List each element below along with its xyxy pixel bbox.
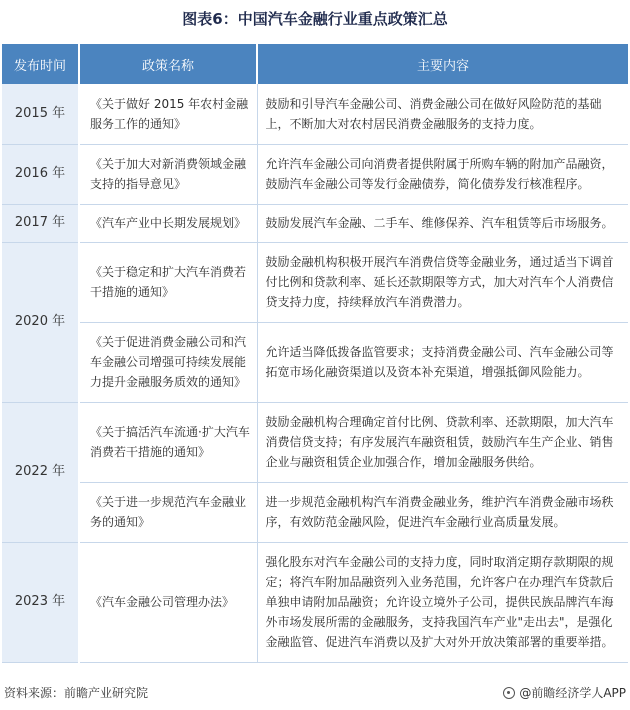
table-header-row bbox=[2, 44, 628, 84]
table-row bbox=[2, 242, 628, 322]
policy-name-cell: 《汽车金融公司管理办法》 bbox=[79, 542, 257, 662]
table-row bbox=[2, 482, 628, 542]
policy-content-cell: 鼓励金融机构合理确定首付比例、贷款利率、还款期限，加大汽车消费信贷支持；有序发展汽车融资租赁，鼓励汽车生产企业、销售企业与融资租赁企业加强合作，增加金融服务供给。 bbox=[257, 402, 628, 482]
table-row bbox=[2, 84, 628, 144]
brand-credit bbox=[503, 684, 626, 701]
table-row bbox=[2, 144, 628, 204]
policy-content-cell: 允许适当降低拨备监管要求；支持消费金融公司、汽车金融公司等拓宽市场化融资渠道以及资本补充渠道，增强抵御风险能力。 bbox=[257, 322, 628, 402]
policy-name-cell: 《关于做好 2015 年农村金融服务工作的通知》 bbox=[79, 84, 257, 144]
table-row bbox=[2, 322, 628, 402]
year-cell: 2017 年 bbox=[2, 204, 79, 242]
policy-content-cell: 进一步规范金融机构汽车消费金融业务，维护汽车消费金融市场秩序，有效防范金融风险，促进汽车金融行业高质量发展。 bbox=[257, 482, 628, 542]
policy-table bbox=[2, 44, 628, 663]
policy-name-cell: 《关于促进消费金融公司和汽车金融公司增强可持续发展能力提升金融服务质效的通知》 bbox=[79, 322, 257, 402]
header-main-content: 主要内容 bbox=[257, 44, 628, 84]
policy-content-cell: 鼓励金融机构积极开展汽车消费信贷等金融业务，通过适当下调首付比例和贷款利率、延长还款期限等方式，加大对汽车个人消费信贷支持力度，持续释放汽车消费潜力。 bbox=[257, 242, 628, 322]
chart-title: 图表6：中国汽车金融行业重点政策汇总 bbox=[182, 10, 448, 28]
policy-name-cell: 《关于稳定和扩大汽车消费若干措施的通知》 bbox=[79, 242, 257, 322]
year-cell: 2016 年 bbox=[2, 144, 79, 204]
table-row bbox=[2, 402, 628, 482]
year-cell: 2023 年 bbox=[2, 542, 79, 662]
brand-text: @前瞻经济学人APP bbox=[519, 686, 626, 700]
table-row bbox=[2, 204, 628, 242]
policy-name-cell: 《汽车产业中长期发展规划》 bbox=[79, 204, 257, 242]
policy-content-cell: 强化股东对汽车金融公司的支持力度，同时取消定期存款期限的规定；将汽车附加品融资列入业务范围，允许客户在办理汽车贷款后单独申请附加品融资；允许设立境外子公司，提供民族品牌汽车海外市场发展所需的金融服务，支持我国汽车产业"走出去"，是强化金融监管、促进汽车消费以及扩大对外开放决策部署的重要举措。 bbox=[257, 542, 628, 662]
year-cell: 2020 年 bbox=[2, 242, 79, 402]
policy-name-cell: 《关于加大对新消费领域金融支持的指导意见》 bbox=[79, 144, 257, 204]
header-policy-name: 政策名称 bbox=[79, 44, 257, 84]
source-note: 资料来源：前瞻产业研究院 bbox=[4, 686, 149, 700]
year-cell: 2022 年 bbox=[2, 402, 79, 542]
brand-logo-icon bbox=[503, 687, 515, 699]
header-year: 发布时间 bbox=[2, 44, 79, 84]
policy-name-cell: 《关于进一步规范汽车金融业务的通知》 bbox=[79, 482, 257, 542]
year-cell: 2015 年 bbox=[2, 84, 79, 144]
policy-content-cell: 允许汽车金融公司向消费者提供附属于所购车辆的附加产品融资，鼓励汽车金融公司等发行金融债券，简化债券发行核准程序。 bbox=[257, 144, 628, 204]
policy-content-cell: 鼓励发展汽车金融、二手车、维修保养、汽车租赁等后市场服务。 bbox=[257, 204, 628, 242]
policy-content-cell: 鼓励和引导汽车金融公司、消费金融公司在做好风险防范的基础上，不断加大对农村居民消费金融服务的支持力度。 bbox=[257, 84, 628, 144]
table-row bbox=[2, 542, 628, 662]
policy-name-cell: 《关于搞活汽车流通·扩大汽车消费若干措施的通知》 bbox=[79, 402, 257, 482]
